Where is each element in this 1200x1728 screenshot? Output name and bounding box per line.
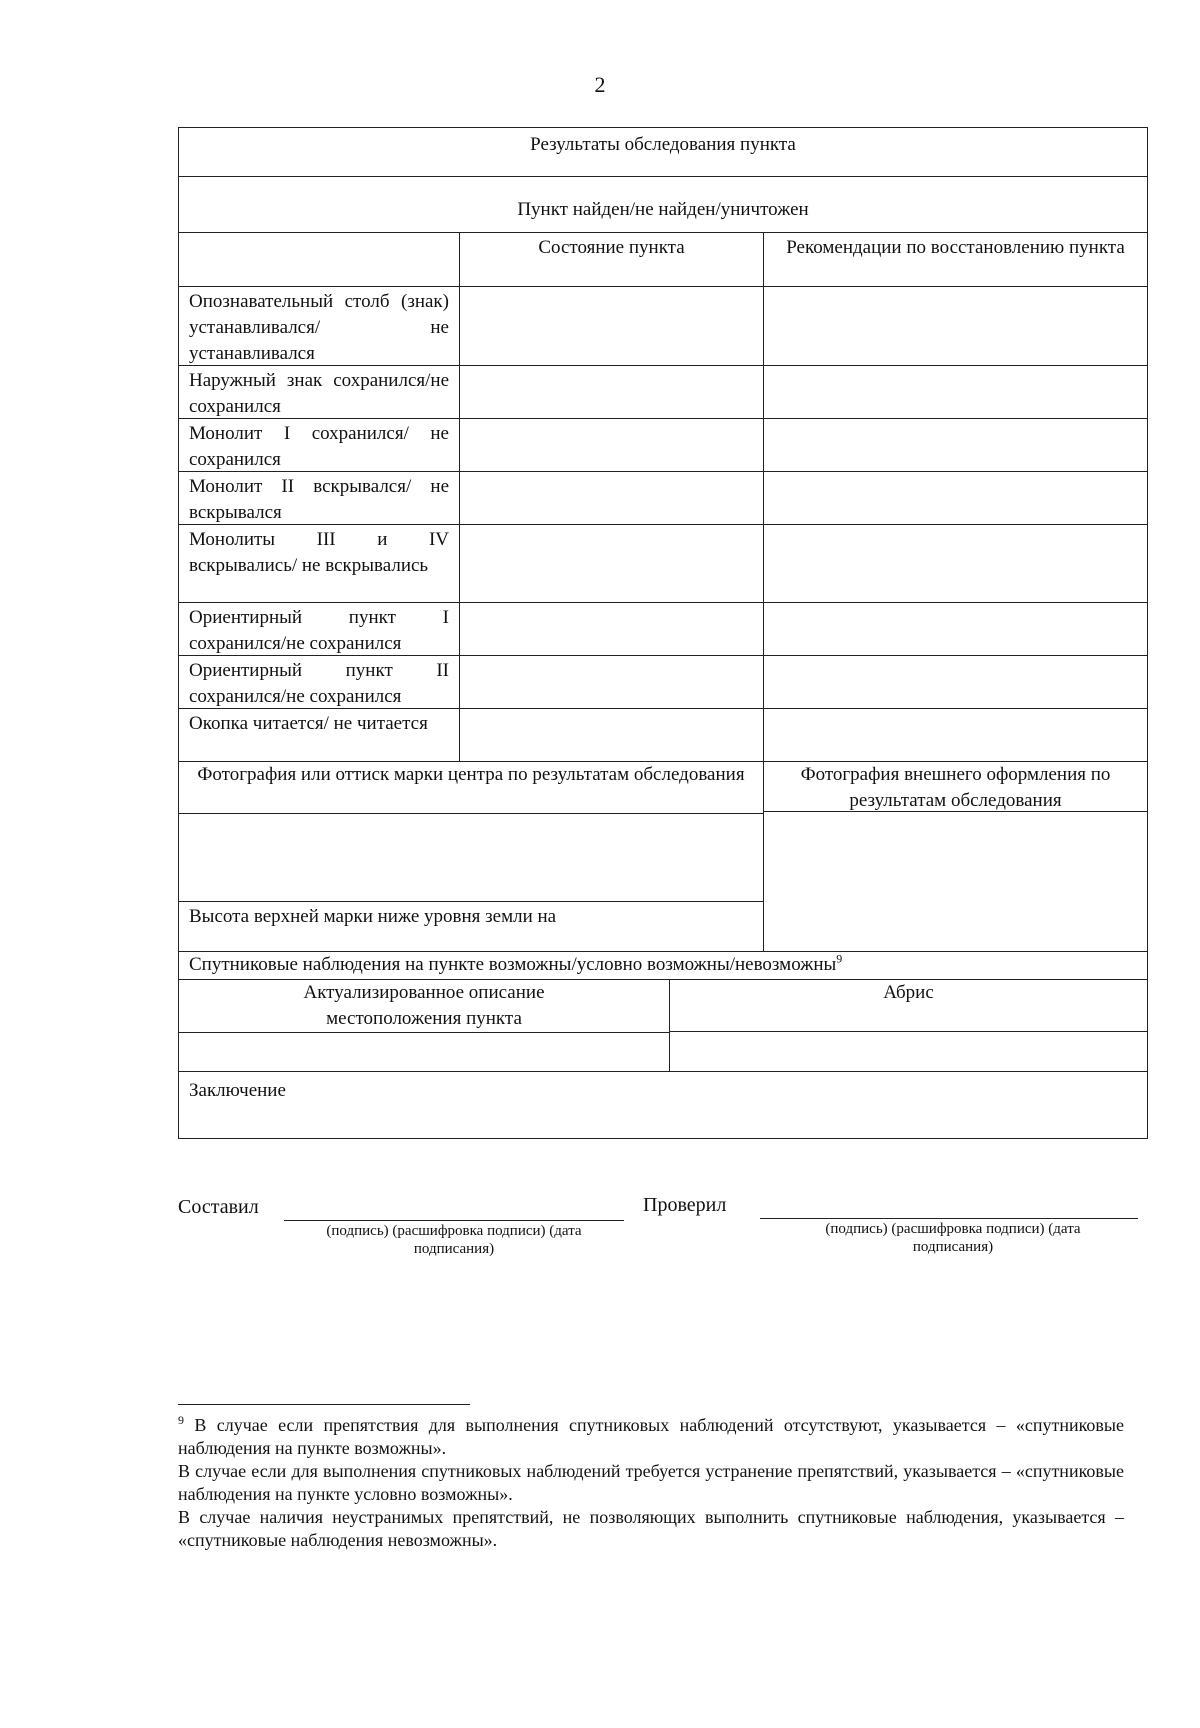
footnote-line bbox=[178, 1414, 1124, 1460]
recommendation-cell[interactable] bbox=[764, 366, 1147, 418]
satellite-row bbox=[179, 952, 1147, 980]
footnote-text: В случае если для выполнения спутниковых наблюдений требуется устранение препятствий, указывается – «спутниковые наблюдения на пункте условно возможны». bbox=[178, 1461, 1124, 1504]
table-row bbox=[179, 287, 1147, 366]
footnote-ref: 9 bbox=[836, 951, 843, 966]
point-status-text[interactable]: Пункт найден/не найден/уничтожен bbox=[517, 199, 809, 220]
center-photo-area[interactable] bbox=[179, 814, 763, 902]
description-input[interactable] bbox=[179, 1033, 669, 1071]
footnote-line bbox=[178, 1460, 1124, 1506]
height-mark-label[interactable]: Высота верхней марки ниже уровня земли на bbox=[189, 906, 557, 927]
satellite-observations[interactable] bbox=[179, 952, 1147, 979]
center-photo-column bbox=[179, 762, 764, 951]
row-label: Монолит I сохранился/ не сохранился bbox=[179, 419, 460, 471]
table-row bbox=[179, 709, 1147, 762]
state-cell[interactable] bbox=[460, 472, 764, 524]
compiled-label: Составил bbox=[178, 1196, 259, 1218]
form-title-row bbox=[179, 128, 1147, 177]
recommendation-cell[interactable] bbox=[764, 525, 1147, 602]
header-empty-cell bbox=[179, 233, 460, 286]
table-row bbox=[179, 656, 1147, 709]
conclusion-label: Заключение bbox=[189, 1080, 286, 1101]
row-label: Ориентирный пункт I сохранился/не сохранился bbox=[179, 603, 460, 655]
row-label: Ориентирный пункт II сохранился/не сохранился bbox=[179, 656, 460, 708]
form-title: Результаты обследования пункта bbox=[530, 134, 796, 155]
status-row bbox=[179, 177, 1147, 233]
state-cell[interactable] bbox=[460, 525, 764, 602]
table-row bbox=[179, 366, 1147, 419]
description-label: Актуализированное описание местоположения пункта bbox=[179, 980, 669, 1033]
recommendation-cell[interactable] bbox=[764, 472, 1147, 524]
header-recommendations: Рекомендации по восстановлению пункта bbox=[786, 237, 1125, 258]
table-row bbox=[179, 472, 1147, 525]
recommendation-cell[interactable] bbox=[764, 656, 1147, 708]
recommendation-cell[interactable] bbox=[764, 419, 1147, 471]
state-cell[interactable] bbox=[460, 709, 764, 761]
abris-input[interactable] bbox=[670, 1032, 1147, 1071]
footnote-text: В случае если препятствия для выполнения спутниковых наблюдений отсутствуют, указывается – «спутниковые наблюдения на пункте возможны». bbox=[178, 1415, 1124, 1458]
state-cell[interactable] bbox=[460, 419, 764, 471]
footnote-mark: 9 bbox=[178, 1413, 184, 1427]
page-number: 2 bbox=[594, 72, 606, 97]
row-label: Окопка читается/ не читается bbox=[179, 709, 460, 761]
table-header-row bbox=[179, 233, 1147, 287]
conclusion-row bbox=[179, 1072, 1147, 1138]
state-cell[interactable] bbox=[460, 656, 764, 708]
photos-row bbox=[179, 762, 1147, 952]
table-row bbox=[179, 419, 1147, 472]
state-cell[interactable] bbox=[460, 603, 764, 655]
description-row bbox=[179, 980, 1147, 1072]
recommendation-cell[interactable] bbox=[764, 287, 1147, 365]
row-label: Монолиты III и IV вскрывались/ не вскрывались bbox=[179, 525, 460, 602]
exterior-photo-area[interactable] bbox=[764, 812, 1147, 951]
row-label: Опознавательный столб (знак) устанавливался/ не устанавливался bbox=[179, 287, 460, 365]
checked-signature-hint: (подпись) (расшифровка подписи) (дата подписания) bbox=[825, 1221, 1081, 1255]
footnote-line bbox=[178, 1506, 1124, 1552]
recommendation-cell[interactable] bbox=[764, 603, 1147, 655]
row-label: Монолит II вскрывался/ не вскрывался bbox=[179, 472, 460, 524]
state-cell[interactable] bbox=[460, 366, 764, 418]
conclusion-field[interactable] bbox=[179, 1072, 1147, 1138]
footnotes bbox=[178, 1414, 1124, 1552]
survey-results-form bbox=[178, 127, 1148, 1139]
footnote-text: В случае наличия неустранимых препятствий, не позволяющих выполнить спутниковые наблюдения, указывается – «спутниковые наблюдения невозможны». bbox=[178, 1507, 1124, 1550]
row-label: Наружный знак сохранился/не сохранился bbox=[179, 366, 460, 418]
compiled-signature-line[interactable] bbox=[284, 1220, 624, 1221]
header-state: Состояние пункта bbox=[460, 233, 764, 286]
checked-signature-line[interactable] bbox=[760, 1218, 1138, 1219]
description-column bbox=[179, 980, 670, 1071]
exterior-photo-label: Фотография внешнего оформления по результатам обследования bbox=[764, 762, 1147, 812]
state-cell[interactable] bbox=[460, 287, 764, 365]
table-row bbox=[179, 603, 1147, 656]
checked-label: Проверил bbox=[643, 1194, 727, 1216]
abris-label: Абрис bbox=[670, 980, 1147, 1032]
abris-column bbox=[670, 980, 1147, 1071]
table-row bbox=[179, 525, 1147, 603]
recommendation-cell[interactable] bbox=[764, 709, 1147, 761]
exterior-photo-column bbox=[764, 762, 1147, 951]
footnote-divider bbox=[178, 1404, 470, 1405]
center-photo-label: Фотография или оттиск марки центра по результатам обследования bbox=[179, 762, 763, 814]
satellite-text: Спутниковые наблюдения на пункте возможны/условно возможны/невозможны bbox=[189, 954, 837, 975]
compiled-signature-hint: (подпись) (расшифровка подписи) (дата подписания) bbox=[326, 1223, 582, 1257]
